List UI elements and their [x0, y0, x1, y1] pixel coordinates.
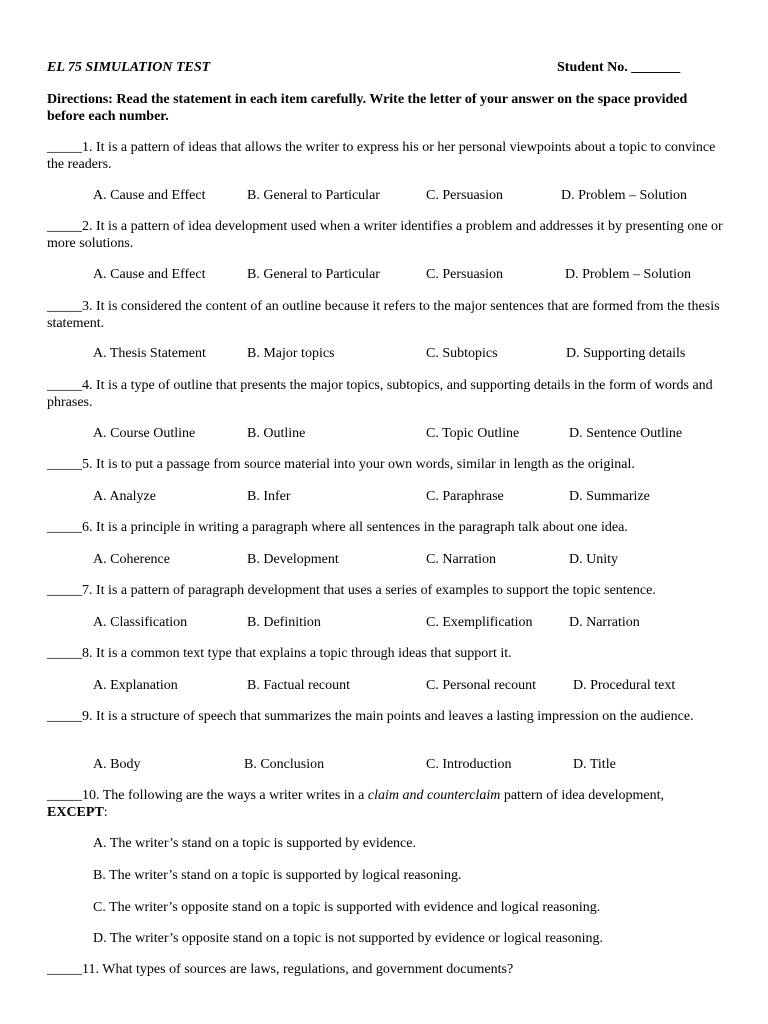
question-6-option-b: B. Development — [247, 552, 339, 567]
question-10-stem-prefix: _____10. The following are the ways a writer writes in a — [47, 788, 368, 803]
question-1-option-b: B. General to Particular — [247, 188, 380, 203]
question-7-option-b: B. Definition — [247, 615, 321, 630]
question-8-option-b: B. Factual recount — [247, 678, 351, 693]
question-4-option-b: B. Outline — [247, 426, 306, 441]
question-10-option-a: A. The writer’s stand on a topic is supported by evidence. — [93, 836, 416, 851]
question-9-option-a: A. Body — [93, 757, 141, 772]
question-10-option-c: C. The writer’s opposite stand on a topic is supported with evidence and logical reasoning. — [93, 900, 601, 915]
question-2-option-b: B. General to Particular — [247, 267, 380, 282]
question-6-stem: _____6. It is a principle in writing a paragraph where all sentences in the paragraph talk about one idea. — [47, 520, 628, 535]
question-7-option-a: A. Classification — [93, 615, 188, 630]
question-5-option-a: A. Analyze — [93, 489, 156, 504]
question-8-option-a: A. Explanation — [93, 678, 178, 693]
question-9-option-d: D. Title — [573, 757, 616, 772]
question-9-option-b: B. Conclusion — [244, 757, 325, 772]
question-3-option-c: C. Subtopics — [426, 346, 498, 361]
question-10-stem-mid: pattern of idea development, — [500, 788, 665, 803]
question-9-stem: _____9. It is a structure of speech that summarizes the main points and leaves a lasting impression on the audience. — [47, 709, 694, 724]
question-2-option-a: A. Cause and Effect — [93, 267, 206, 282]
question-8-option-d: D. Procedural text — [573, 678, 676, 693]
question-8-stem: _____8. It is a common text type that explains a topic through ideas that support it. — [47, 646, 512, 661]
question-10-option-b: B. The writer’s stand on a topic is supported by logical reasoning. — [93, 868, 462, 883]
question-6-option-d: D. Unity — [569, 552, 618, 567]
question-7-option-d: D. Narration — [569, 615, 640, 630]
question-2-option-c: C. Persuasion — [426, 267, 503, 282]
student-number-field: Student No. _______ — [557, 60, 681, 75]
question-5-stem: _____5. It is to put a passage from source material into your own words, similar in length as the original. — [47, 457, 635, 472]
question-5-option-b: B. Infer — [247, 489, 291, 504]
question-6-option-a: A. Coherence — [93, 552, 170, 567]
question-7-option-c: C. Exemplification — [426, 615, 533, 630]
question-4-stem: _____4. It is a type of outline that presents the major topics, subtopics, and supporting details in the form of words and phrases. — [47, 378, 713, 410]
question-4-option-c: C. Topic Outline — [426, 426, 520, 441]
question-1-option-d: D. Problem – Solution — [561, 188, 688, 203]
question-10-stem-italic: claim and counterclaim — [367, 788, 501, 803]
question-1-stem: _____1. It is a pattern of ideas that allows the writer to express his or her personal viewpoints about a topic to convince the readers. — [47, 140, 716, 172]
question-2-stem: _____2. It is a pattern of idea development used when a writer identifies a problem and addresses it by presenting one or more solutions. — [47, 219, 723, 251]
question-3-stem: _____3. It is considered the content of an outline because it refers to the major sentences that are formed from the thesis statement. — [47, 299, 720, 331]
test-title: EL 75 SIMULATION TEST — [47, 60, 211, 75]
question-1-option-c: C. Persuasion — [426, 188, 503, 203]
question-10-stem-bold: EXCEPT — [47, 805, 104, 820]
question-5-option-d: D. Summarize — [569, 489, 650, 504]
question-7-stem: _____7. It is a pattern of paragraph development that uses a series of examples to support the topic sentence. — [47, 583, 656, 598]
question-3-option-b: B. Major topics — [247, 346, 335, 361]
question-2-option-d: D. Problem – Solution — [565, 267, 692, 282]
question-11-stem: _____11. What types of sources are laws, regulations, and government documents? — [47, 962, 514, 977]
question-5-option-c: C. Paraphrase — [426, 489, 504, 504]
directions: Directions: Read the statement in each item carefully. Write the letter of your answer on the space provided before each number. — [47, 92, 688, 124]
question-1-option-a: A. Cause and Effect — [93, 188, 206, 203]
question-3-option-d: D. Supporting details — [566, 346, 686, 361]
question-10-stem-suffix: : — [103, 805, 108, 820]
question-8-option-c: C. Personal recount — [426, 678, 537, 693]
question-3-option-a: A. Thesis Statement — [93, 346, 206, 361]
question-4-option-d: D. Sentence Outline — [569, 426, 683, 441]
question-9-option-c: C. Introduction — [426, 757, 512, 772]
question-4-option-a: A. Course Outline — [93, 426, 196, 441]
question-10-option-d: D. The writer’s opposite stand on a topic is not supported by evidence or logical reasoning. — [93, 931, 603, 946]
question-6-option-c: C. Narration — [426, 552, 496, 567]
question-10-stem — [47, 787, 727, 821]
